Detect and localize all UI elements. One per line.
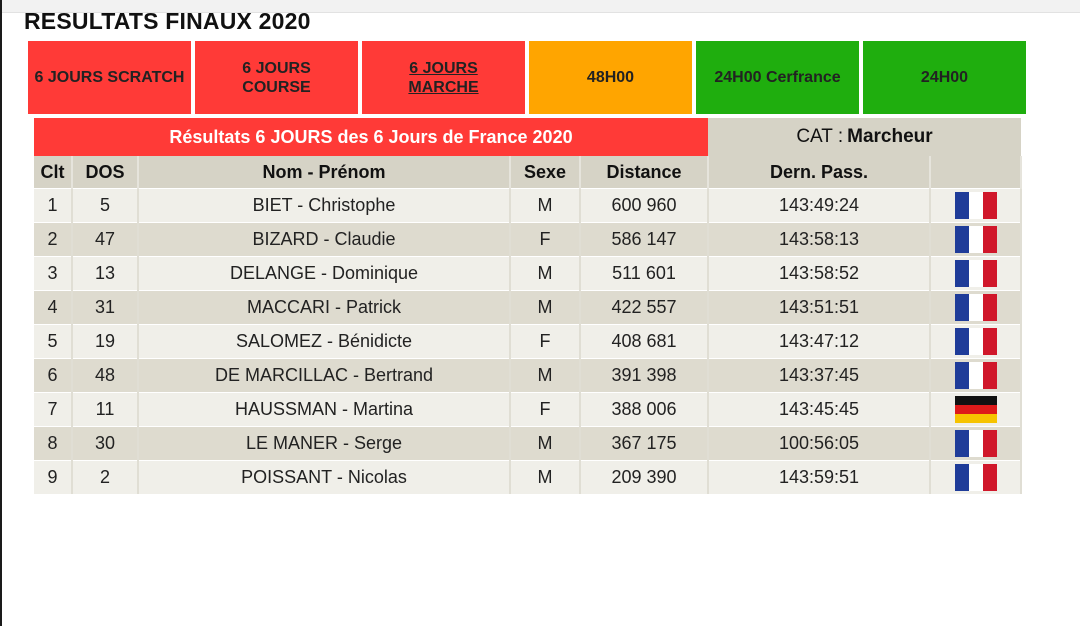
cell-name: BIZARD - Claudie bbox=[138, 223, 510, 257]
table-row bbox=[34, 223, 1021, 257]
cell-sexe: F bbox=[510, 393, 580, 427]
cell-clt: 3 bbox=[34, 257, 72, 291]
cell-clt: 2 bbox=[34, 223, 72, 257]
column-header-sexe: Sexe bbox=[510, 156, 580, 189]
results-title: Résultats 6 JOURS des 6 Jours de France 2020 bbox=[34, 118, 708, 156]
column-header-clt: Clt bbox=[34, 156, 72, 189]
cell-dos: 11 bbox=[72, 393, 138, 427]
table-row bbox=[34, 325, 1021, 359]
cell-flag bbox=[930, 359, 1021, 393]
cell-dos: 31 bbox=[72, 291, 138, 325]
column-header-nom-prenom: Nom - Prénom bbox=[138, 156, 510, 189]
cell-name: HAUSSMAN - Martina bbox=[138, 393, 510, 427]
cell-flag bbox=[930, 189, 1021, 223]
cell-sexe: M bbox=[510, 257, 580, 291]
tab-48h00[interactable] bbox=[527, 39, 694, 116]
cell-name: BIET - Christophe bbox=[138, 189, 510, 223]
results-table bbox=[34, 156, 1022, 494]
cell-dern-pass: 143:47:12 bbox=[708, 325, 930, 359]
cell-dos: 47 bbox=[72, 223, 138, 257]
window-edge bbox=[0, 0, 2, 626]
cell-flag bbox=[930, 223, 1021, 257]
cell-sexe: M bbox=[510, 291, 580, 325]
cell-sexe: F bbox=[510, 223, 580, 257]
cell-clt: 8 bbox=[34, 427, 72, 461]
tab-label: 6 JOURS COURSE bbox=[242, 59, 311, 96]
cell-name: SALOMEZ - Bénidicte bbox=[138, 325, 510, 359]
cell-dos: 30 bbox=[72, 427, 138, 461]
cell-sexe: F bbox=[510, 325, 580, 359]
france-flag-icon bbox=[955, 464, 997, 491]
table-row bbox=[34, 189, 1021, 223]
cell-dos: 19 bbox=[72, 325, 138, 359]
table-row bbox=[34, 257, 1021, 291]
cell-flag bbox=[930, 461, 1021, 495]
cell-flag bbox=[930, 291, 1021, 325]
cell-distance: 511 601 bbox=[580, 257, 708, 291]
cell-distance: 600 960 bbox=[580, 189, 708, 223]
tab-6-jours-scratch[interactable] bbox=[26, 39, 193, 116]
france-flag-icon bbox=[955, 260, 997, 287]
column-header-dos: DOS bbox=[72, 156, 138, 189]
cell-dos: 48 bbox=[72, 359, 138, 393]
tab-label: 48H00 bbox=[586, 69, 635, 86]
cell-dern-pass: 143:51:51 bbox=[708, 291, 930, 325]
cell-clt: 5 bbox=[34, 325, 72, 359]
germany-flag-icon bbox=[955, 396, 997, 423]
france-flag-icon bbox=[955, 362, 997, 389]
cell-flag bbox=[930, 393, 1021, 427]
cell-clt: 4 bbox=[34, 291, 72, 325]
column-header-flag bbox=[930, 156, 1021, 189]
cell-distance: 408 681 bbox=[580, 325, 708, 359]
cell-dern-pass: 143:58:52 bbox=[708, 257, 930, 291]
cell-dern-pass: 100:56:05 bbox=[708, 427, 930, 461]
cell-sexe: M bbox=[510, 461, 580, 495]
cell-distance: 422 557 bbox=[580, 291, 708, 325]
tab-24h00-cerfrance[interactable] bbox=[694, 39, 861, 116]
cell-distance: 388 006 bbox=[580, 393, 708, 427]
cell-dern-pass: 143:45:45 bbox=[708, 393, 930, 427]
cell-name: POISSANT - Nicolas bbox=[138, 461, 510, 495]
cell-distance: 391 398 bbox=[580, 359, 708, 393]
cell-name: DELANGE - Dominique bbox=[138, 257, 510, 291]
category-box bbox=[708, 118, 1021, 156]
table-row bbox=[34, 291, 1021, 325]
table-row bbox=[34, 427, 1021, 461]
cell-clt: 7 bbox=[34, 393, 72, 427]
cell-flag bbox=[930, 257, 1021, 291]
cell-flag bbox=[930, 325, 1021, 359]
cell-name: MACCARI - Patrick bbox=[138, 291, 510, 325]
tab-label: 6 JOURS SCRATCH bbox=[34, 69, 185, 86]
cell-dern-pass: 143:49:24 bbox=[708, 189, 930, 223]
table-row bbox=[34, 359, 1021, 393]
cell-name: DE MARCILLAC - Bertrand bbox=[138, 359, 510, 393]
cell-distance: 586 147 bbox=[580, 223, 708, 257]
table-row bbox=[34, 461, 1021, 495]
cell-dern-pass: 143:59:51 bbox=[708, 461, 930, 495]
results-panel bbox=[34, 118, 1021, 494]
table-header-row bbox=[34, 156, 1021, 189]
cell-distance: 209 390 bbox=[580, 461, 708, 495]
tab-label: 24H00 bbox=[920, 69, 969, 86]
page-title: RESULTATS FINAUX 2020 bbox=[24, 8, 311, 34]
tab-6-jours-marche[interactable] bbox=[360, 39, 527, 116]
tab-label: 24H00 Cerfrance bbox=[714, 69, 841, 86]
cell-name: LE MANER - Serge bbox=[138, 427, 510, 461]
cell-dern-pass: 143:37:45 bbox=[708, 359, 930, 393]
tab-label: 6 JOURS MARCHE bbox=[408, 59, 479, 96]
tab-24h00[interactable] bbox=[861, 39, 1028, 116]
france-flag-icon bbox=[955, 328, 997, 355]
tab-6-jours-course[interactable] bbox=[193, 39, 360, 116]
cell-dos: 2 bbox=[72, 461, 138, 495]
cell-dos: 5 bbox=[72, 189, 138, 223]
cell-sexe: M bbox=[510, 189, 580, 223]
france-flag-icon bbox=[955, 192, 997, 219]
results-header bbox=[34, 118, 1021, 156]
cell-dos: 13 bbox=[72, 257, 138, 291]
results-tabs bbox=[26, 39, 1028, 116]
cell-clt: 9 bbox=[34, 461, 72, 495]
table-row bbox=[34, 393, 1021, 427]
cell-sexe: M bbox=[510, 427, 580, 461]
cell-distance: 367 175 bbox=[580, 427, 708, 461]
category-label: CAT : bbox=[796, 126, 844, 147]
cell-clt: 1 bbox=[34, 189, 72, 223]
france-flag-icon bbox=[955, 294, 997, 321]
cell-flag bbox=[930, 427, 1021, 461]
column-header-distance: Distance bbox=[580, 156, 708, 189]
france-flag-icon bbox=[955, 226, 997, 253]
cell-sexe: M bbox=[510, 359, 580, 393]
cell-clt: 6 bbox=[34, 359, 72, 393]
category-value: Marcheur bbox=[847, 126, 933, 147]
cell-dern-pass: 143:58:13 bbox=[708, 223, 930, 257]
france-flag-icon bbox=[955, 430, 997, 457]
column-header-dern-pass: Dern. Pass. bbox=[708, 156, 930, 189]
